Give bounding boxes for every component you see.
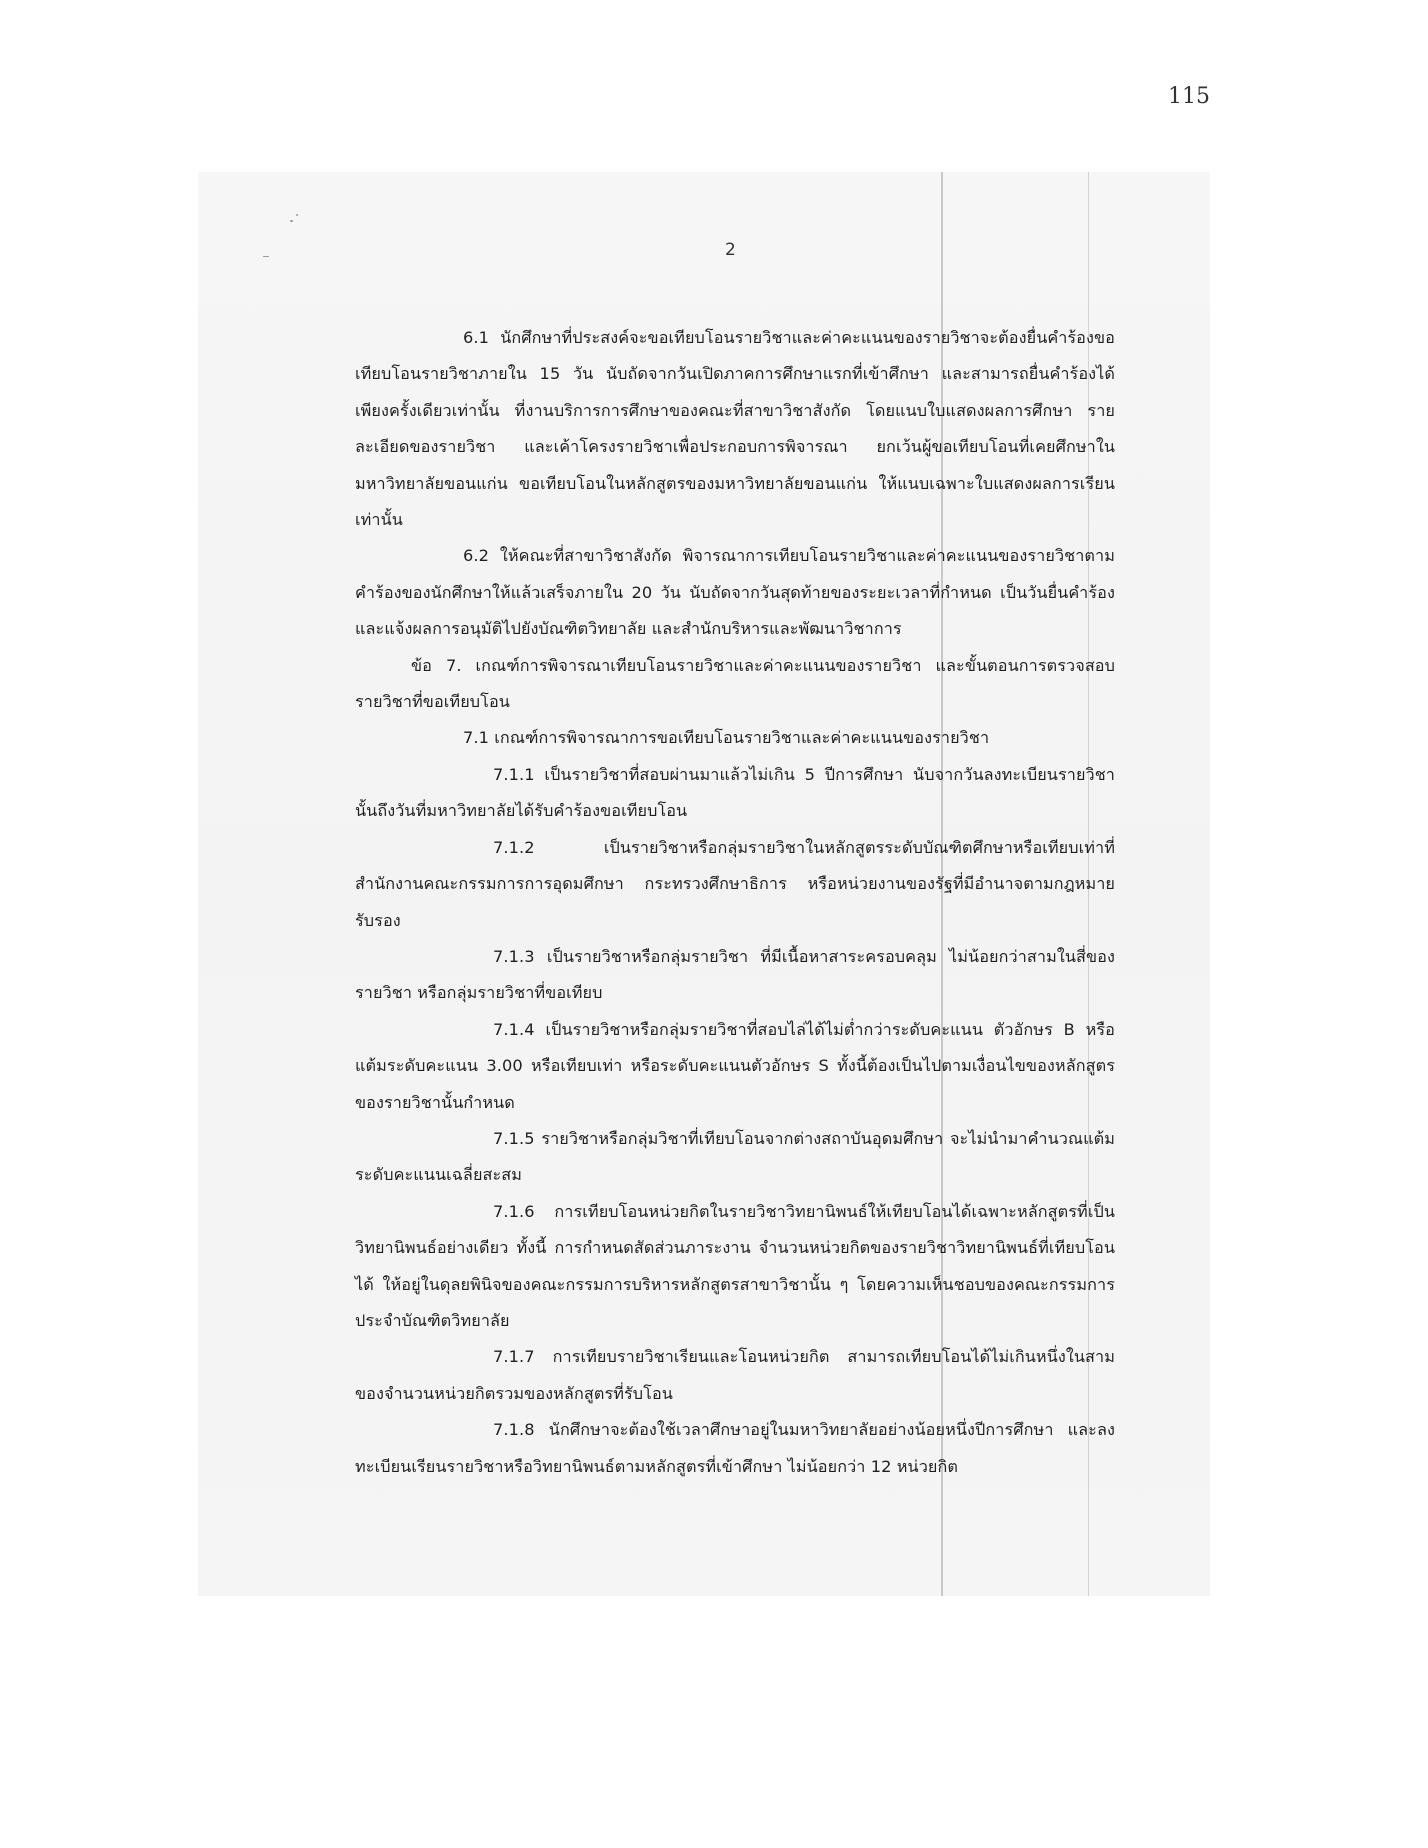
- paragraph-7-1-8: 7.1.8 นักศึกษาจะต้องใช้เวลาศึกษาอยู่ในมหาวิทยาลัยอย่างน้อยหนึ่งปีการศึกษา และลงทะเบียนเรียนรายวิชาหรือวิทยานิพนธ์ตามหลักสูตรที่เข้าศึกษา ไม่น้อยกว่า 12 หน่วยกิต: [355, 1420, 1115, 1476]
- paragraph-7-1-4: 7.1.4 เป็นรายวิชาหรือกลุ่มรายวิชาที่สอบไล่ได้ไม่ต่ำกว่าระดับคะแนน ตัวอักษร B หรือแต้มระดับคะแนน 3.00 หรือเทียบเท่า หรือระดับคะแนนตัวอักษร S ทั้งนี้ต้องเป็นไปตามเงื่อนไขของหลักสูตรของรายวิชานั้นกำหนด: [355, 1019, 1115, 1112]
- paragraph-7-1-6: 7.1.6 การเทียบโอนหน่วยกิตในรายวิชาวิทยานิพนธ์ให้เทียบโอนได้เฉพาะหลักสูตรที่เป็นวิทยานิพนธ์อย่างเดียว ทั้งนี้ การกำหนดสัดส่วนภาระงาน จำนวนหน่วยกิตของรายวิชาวิทยานิพนธ์ที่เทียบโอนได้ ให้อยู่ในดุลยพินิจของคณะกรรมการบริหารหลักสูตรสาขาวิชานั้น ๆ โดยความเห็นชอบของคณะกรรมการประจำบัณฑิตวิทยาลัย: [355, 1201, 1115, 1330]
- paragraph-7-1: 7.1 เกณฑ์การพิจารณาการขอเทียบโอนรายวิชาและค่าคะแนนของรายวิชา: [463, 728, 990, 748]
- inner-page-number: 2: [725, 240, 736, 260]
- paragraph-clause-7: ข้อ 7. เกณฑ์การพิจารณาเทียบโอนรายวิชาและค่าคะแนนของรายวิชา และขั้นตอนการตรวจสอบรายวิชาที่ขอเทียบโอน: [355, 655, 1115, 712]
- paragraph-7-1-2: 7.1.2 เป็นรายวิชาหรือกลุ่มรายวิชาในหลักสูตรระดับบัณฑิตศึกษาหรือเทียบเท่าที่สำนักงานคณะกรรมการการอุดมศึกษา กระทรวงศึกษาธิการ หรือหน่วยงานของรัฐที่มีอำนาจตามกฎหมายรับรอง: [355, 837, 1115, 930]
- page-number: 115: [1168, 84, 1210, 109]
- paragraph-6-1: 6.1 นักศึกษาที่ประสงค์จะขอเทียบโอนรายวิชาและค่าคะแนนของรายวิชาจะต้องยื่นคำร้องขอเทียบโอนรายวิชาภายใน 15 วัน นับถัดจากวันเปิดภาคการศึกษาแรกที่เข้าศึกษา และสามารถยื่นคำร้องได้เพียงครั้งเดียวเท่านั้น ที่งานบริการการศึกษาของคณะที่สาขาวิชาสังกัด โดยแนบใบแสดงผลการศึกษา รายละเอียดของรายวิชา และเค้าโครงรายวิชาเพื่อประกอบการพิจารณา ยกเว้นผู้ขอเทียบโอนที่เคยศึกษาในมหาวิทยาลัยขอนแก่น ขอเทียบโอนในหลักสูตรของมหาวิทยาลัยขอนแก่น ให้แนบเฉพาะใบแสดงผลการเรียนเท่านั้น: [355, 328, 1115, 530]
- scan-speck: [290, 220, 293, 222]
- paragraph-7-1-5: 7.1.5 รายวิชาหรือกลุ่มวิชาที่เทียบโอนจากต่างสถาบันอุดมศึกษา จะไม่นำมาคำนวณแต้มระดับคะแนนเฉลี่ยสะสม: [355, 1128, 1115, 1185]
- document-body: [355, 320, 1115, 1485]
- paragraph-7-1-3: 7.1.3 เป็นรายวิชาหรือกลุ่มรายวิชา ที่มีเนื้อหาสาระครอบคลุม ไม่น้อยกว่าสามในสี่ของรายวิชา หรือกลุ่มรายวิชาที่ขอเทียบ: [355, 946, 1115, 1003]
- paragraph-6-2: 6.2 ให้คณะที่สาขาวิชาสังกัด พิจารณาการเทียบโอนรายวิชาและค่าคะแนนของรายวิชาตามคำร้องของนักศึกษาให้แล้วเสร็จภายใน 20 วัน นับถัดจากวันสุดท้ายของระยะเวลาที่กำหนด เป็นวันยื่นคำร้อง และแจ้งผลการอนุมัติไปยังบัณฑิตวิทยาลัย และสำนักบริหารและพัฒนาวิชาการ: [355, 546, 1115, 639]
- scan-speck: [296, 214, 298, 216]
- paragraph-7-1-7: 7.1.7 การเทียบรายวิชาเรียนและโอนหน่วยกิต สามารถเทียบโอนได้ไม่เกินหนึ่งในสามของจำนวนหน่วยกิตรวมของหลักสูตรที่รับโอน: [355, 1347, 1115, 1403]
- paragraph-7-1-1: 7.1.1 เป็นรายวิชาที่สอบผ่านมาแล้วไม่เกิน 5 ปีการศึกษา นับจากวันลงทะเบียนรายวิชานั้นถึงวันที่มหาวิทยาลัยได้รับคำร้องขอเทียบโอน: [355, 764, 1115, 821]
- scan-speck: [263, 256, 269, 257]
